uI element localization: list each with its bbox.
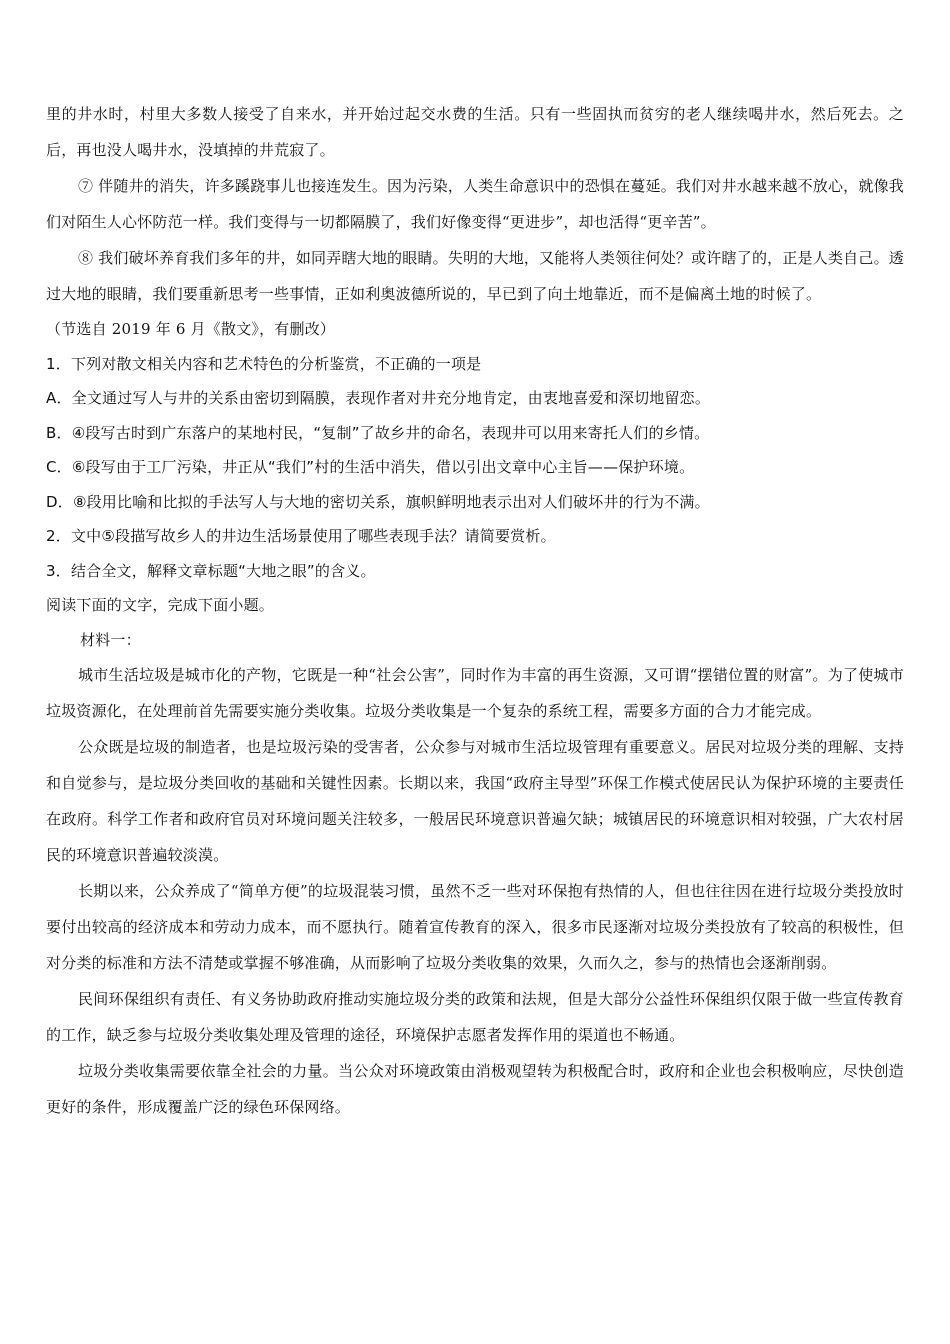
question-block [46,347,904,589]
material-label: 材料一： [80,630,141,649]
option-b: B．④段写古时到广东落户的某地村民，“复制”了故乡井的命名，表现井可以用来寄托人们的乡情。 [46,423,710,442]
essay-paragraph-continued: 里的井水时，村里大多数人接受了自来水，并开始过起交水费的生活。只有一些固执而贫穷的老人继续喝井水，然后死去。之后，再也没人喝井水，没填掉的井荒寂了。 [46,105,904,159]
reading-intro: 阅读下面的文字，完成下面小题。 [46,596,275,614]
question-2: 2．文中⑤段描写故乡人的井边生活场景使用了哪些表现手法？请简要赏析。 [46,527,556,545]
material-paragraph-4: 民间环保组织有责任、有义务协助政府推动实施垃圾分类的政策和法规，但是大部分公益性环保组织仅限于做一些宣传教育的工作，缺乏参与垃圾分类收集处理及管理的途径，环境保护志愿者发挥作用的渠道也不畅通。 [46,990,904,1044]
material-paragraph-3: 长期以来，公众养成了“简单方便”的垃圾混装习惯，虽然不乏一些对环保抱有热情的人，但也往往因在进行垃圾分类投放时要付出较高的经济成本和劳动力成本，而不愿执行。随着宣传教育的深入，很多市民逐渐对垃圾分类投放有了较高的积极性，但对分类的标准和方法不清楚或掌握不够准确，从而影响了垃圾分类收集的效果，久而久之，参与的热情也会逐渐削弱。 [46,882,904,972]
document-page [46,96,904,1125]
material-paragraph-5: 垃圾分类收集需要依靠全社会的力量。当公众对环境政策由消极观望转为积极配合时，政府和企业也会积极响应，尽快创造更好的条件，形成覆盖广泛的绿色环保网络。 [46,1062,904,1116]
material-paragraph-2: 公众既是垃圾的制造者，也是垃圾污染的受害者，公众参与对城市生活垃圾管理有重要意义。居民对垃圾分类的理解、支持和自觉参与，是垃圾分类回收的基础和关键性因素。长期以来，我国“政府主导型”环保工作模式使居民认为保护环境的主要责任在政府。科学工作者和政府官员对环境问题关注较多，一般居民环境意识普遍欠缺；城镇居民的环境意识相对较强，广大农村居民的环境意识普遍较淡漠。 [46,738,904,864]
question-1: 1．下列对散文相关内容和艺术特色的分析鉴赏，不正确的一项是 [46,354,482,373]
material-paragraph-1: 城市生活垃圾是城市化的产物，它既是一种“社会公害”，同时作为丰富的再生资源，又可谓“摆错位置的财富”。为了使城市垃圾资源化，在处理前首先需要实施分类收集。垃圾分类收集是一个复杂的系统工程，需要多方面的合力才能完成。 [46,666,904,720]
essay-paragraph-7: ⑦ 伴随井的消失，许多蹊跷事儿也接连发生。因为污染，人类生命意识中的恐惧在蔓延。我们对井水越来越不放心，就像我们对陌生人心怀防范一样。我们变得与一切都隔膜了，我们好像变得“更进步”，却也活得“更辛苦”。 [46,177,904,231]
option-a: A．全文通过写人与井的关系由密切到隔膜，表现作者对井充分地肯定，由衷地喜爱和深切地留恋。 [46,389,711,407]
source-note: （节选自 2019 年 6 月《散文》，有删改） [46,320,336,338]
question-3: 3．结合全文，解释文章标题“大地之眼”的含义。 [46,561,376,580]
option-d: D．⑧段用比喻和比拟的手法写人与大地的密切关系，旗帜鲜明地表示出对人们破坏井的行为不满。 [46,492,710,511]
option-c: C．⑥段写由于工厂污染，井正从“我们”村的生活中消失，借以引出文章中心主旨——保护环境。 [46,458,695,476]
essay-paragraph-8: ⑧ 我们破坏养育我们多年的井，如同弄瞎大地的眼睛。失明的大地，又能将人类领往何处？或许瞎了的，正是人类自己。透过大地的眼睛，我们要重新思考一些事情，正如利奥波德所说的，早已到了向土地靠近，而不是偏离土地的时候了。 [46,249,904,303]
